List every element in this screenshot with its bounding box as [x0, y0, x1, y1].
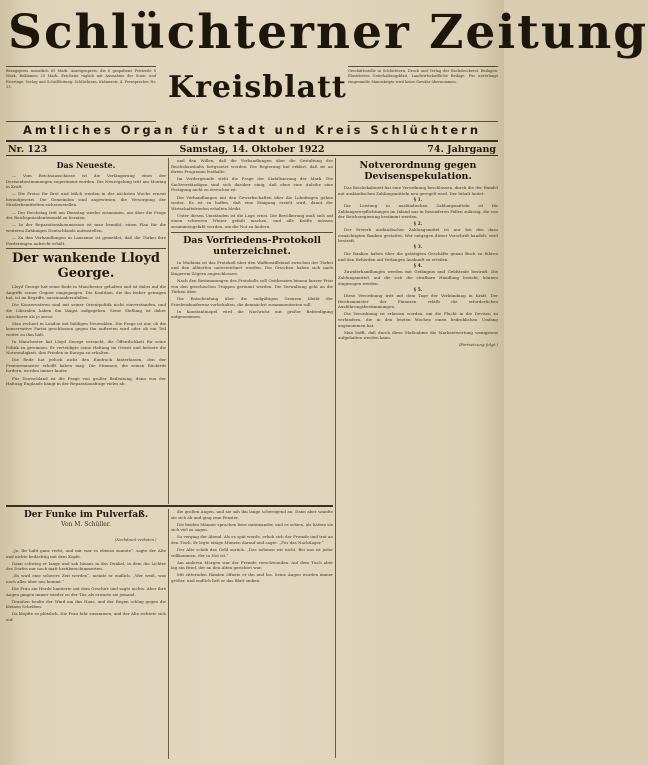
news-item: — Die Preise für Brot und Milch werden in der nächsten Woche erneut heraufgesetzt. Die Gemeinden sind angewiesen, die Versorgung der Minderbemittelten sicherzustellen.	[6, 191, 166, 208]
story-paragraph: Da klopfte es plötzlich. Die Frau fuhr zusammen, und der Alte richtete sich auf.	[6, 611, 166, 623]
reprint-note: (Nachdruck verboten.)	[115, 538, 157, 542]
column-decree	[338, 158, 498, 758]
article-paragraph: Unter diesen Umständen ist die Lage ernst. Die Bevölkerung muß sich auf einen schweren Winter gefaßt machen, und alle Kräfte müssen zusammengefaßt werden, um die Not zu lindern.	[171, 212, 333, 230]
official-organ-line: Amtliches Organ für Stadt und Kreis Schlüchtern	[22, 123, 482, 137]
article-paragraph: Die Entscheidung über die endgültigen Grenzen bleibt der Friedenskonferenz vorbehalten, die demnächst zusammentreten soll.	[171, 296, 333, 307]
news-item: — Vom Reichsausschusse ist die Verlängerung eines der Devisenbestimmungen zugestimmt worden. Die Neuregelung tritt am Montag in Kraft.	[6, 173, 166, 190]
article-paragraph: Die Rede hat jedoch nicht den Eindruck hinterlassen, den der Premierminister erhofft haben mag. Die Stimmen, die seinen Rücktritt fordern, werden immer lauter.	[6, 357, 166, 374]
story-header	[6, 509, 166, 529]
story-paragraph: „Es wird eine schwere Zeit werden“, meinte er endlich. „Wer weiß, was noch alles über uns kommt.“	[6, 573, 166, 584]
story-paragraph: Dann schwieg er lange und sah hinaus in das Dunkel, in dem die Lichter des Dorfes nur noch matt herüberschimmerten.	[6, 560, 166, 572]
feuilleton-divider	[6, 505, 333, 507]
section-label: § 5.	[413, 287, 423, 293]
column-divider	[335, 158, 336, 758]
column-divider	[168, 509, 169, 759]
article-paragraph: Man hofft, daß durch diese Maßnahme die Markentwertung wenigstens aufgehalten werden kann.	[338, 329, 498, 341]
column-politics	[171, 158, 333, 503]
section-text: Die Leistung in ausländischen Zahlungsmitteln ist für Zahlungsverpflichtungen im Inland nur in besonderen Fällen zulässig, die von der Reichsregierung bestimmt werden.	[338, 203, 498, 220]
article-paragraph: Man rechnet in London mit baldigen Neuwahlen. Die Frage ist nur, ob die konservative Partei geschlossen gegen ihn auftreten wird oder ob ein Teil weiter zu ihm hält.	[6, 320, 166, 337]
story-paragraph: Am anderen Morgen war der Fremde verschwunden. Auf dem Tisch aber lag ein Brief, der an den Alten gerichtet war.	[171, 559, 333, 571]
dateline-bar	[6, 140, 498, 156]
story-paragraph: So verging der Abend. Als es spät wurde, erhob sich der Fremde und trat an den Tisch. Er legte einige Münzen darauf und sagte: „Für das Nachtlager.“	[171, 534, 333, 545]
volume-year: 74. Jahrgang	[427, 144, 496, 155]
story-paragraph: Draußen heulte der Wind um das Haus, und der Regen schlug gegen die kleinen Scheiben.	[6, 598, 166, 610]
article-paragraph: Für Deutschland ist die Frage von großer Bedeutung, denn von der Haltung Englands hängt in der Reparationsfrage vieles ab.	[6, 375, 166, 387]
section-text: Diese Verordnung tritt mit dem Tage der Verkündung in Kraft. Der Reichsminister der Finanzen erläßt die erforderlichen Ausführungsbestimmungen.	[338, 293, 498, 310]
decree-intro: Das Reichskabinett hat eine Verordnung beschlossen, durch die der Handel mit ausländischen Zahlungsmitteln neu geregelt wird. Der Inhalt lautet:	[338, 185, 498, 196]
article-paragraph: und den Willen, daß die Verhandlungen über die Gestaltung des Reichshaushalts fortgesetzt werden. Die Regierung hat erklärt, daß sie an ihrem Programm festhalte.	[171, 158, 333, 175]
section-text: Der Erwerb ausländischer Zahlungsmittel ist nur bei den dazu ermächtigten Banken gestattet. Wer entgegen dieser Vorschrift handelt, wird bestraft.	[338, 227, 498, 244]
article-paragraph: Die Verordnung ist erlassen worden, um die Flucht in die Devisen zu verhindern, die in den letzten Wochen einen bedrohlichen Umfang angenommen hat.	[338, 311, 498, 328]
publisher-info-box: Geschäftsstelle in Schlüchtern. Druck und Verlag der Buchdruckerei. Beilagen: Illustriertes Unterhaltungsblatt, Landwirtschaftliche Beilage. Für unverlangt eingesandte Manuskripte wird keine Gewähr übernommen.	[348, 66, 498, 122]
subscription-info-box: Bezugspreis monatlich 65 Mark. Anzeigenpreis: die 6 gespaltene Petitzeile 8 Mark, Reklamen 20 Mark. Erscheint täglich mit Ausnahme der Sonn- und Feiertage. Verlag und Schriftleitung: Schlüchtern, Krämerstr. 4. Fernsprecher Nr. 53.	[6, 66, 156, 122]
section-label: § 2.	[413, 221, 423, 227]
column-story	[6, 548, 166, 760]
section-text: Zuwiderhandlungen werden mit Gefängnis und Geldstrafe bestraft. Die Zahlungsmittel, auf die sich die strafbare Handlung bezieht, können eingezogen werden.	[338, 269, 498, 286]
section-label: § 4.	[413, 263, 423, 269]
news-heading: Das Neueste.	[56, 160, 116, 170]
story-author: Von M. Schüller.	[61, 521, 111, 528]
article-paragraph: Die Verhandlungen mit den Gewerkschaften über die Lohnfragen gehen weiter. Es ist zu hoffen, daß eine Einigung erzielt wird, damit der Wirtschaftsfrieden erhalten bleibt.	[171, 194, 333, 211]
article-heading-lloyd-george: Der wankende Lloyd George.	[12, 251, 160, 282]
article-paragraph: Nach den Bestimmungen des Protokolls soll Ostthrazien binnen kurzer Frist von den griechischen Truppen geräumt werden. Die Verwaltung geht an die Türken über.	[171, 277, 333, 295]
article-paragraph: Die Konservativen sind mit seiner Orientpolitik nicht einverstanden, und die Liberalen haben ihn längst aufgegeben. Seine Stellung ist daher unsicherer als je zuvor.	[6, 302, 166, 319]
divider	[6, 248, 166, 249]
section-label: § 1.	[413, 197, 423, 203]
article-heading-protocol: Das Vorfriedens-Protokoll unterzeichnet.	[183, 234, 321, 257]
section-text: Die Banken haben über die getätigten Geschäfte genau Buch zu führen und den Behörden auf Verlangen Auskunft zu erteilen.	[338, 251, 498, 262]
column-story-continued	[171, 509, 333, 759]
article-paragraph: In Mudania ist das Protokoll über den Waffenstillstand zwischen der Türkei und den Alliierten unterzeichnet worden. Die Griechen haben sich nach längerem Zögern angeschlossen.	[171, 259, 333, 276]
section-label: § 3.	[413, 245, 423, 251]
issue-date: Samstag, 14. Oktober 1922	[179, 144, 325, 155]
divider	[171, 232, 333, 233]
masthead-subtitle: Kreisblatt	[168, 70, 347, 105]
story-paragraph: Mit zitternden Händen öffnete er ihn und las. Seine Augen wurden immer größer, und endlich ließ er das Blatt sinken.	[171, 572, 333, 584]
news-item: — In der Reparationskommission ist man bemüht, einen Plan für die weiteren Zahlungen Deutschlands aufzustellen.	[6, 222, 166, 233]
news-item: — Der Reichstag tritt am Dienstag wieder zusammen, um über die Frage der Reichspräsidentenwahl zu beraten.	[6, 209, 166, 221]
story-paragraph: die großen Augen, und sie sah ihn lange schweigend an. Dann aber wandte sie sich ab und ging zum Fenster.	[171, 509, 333, 520]
continuation-note: (Fortsetzung folgt.)	[458, 342, 498, 348]
story-paragraph: Der Alte schob das Geld zurück. „Das nehmen wir nicht. Bei uns ist jeder willkommen, der in Not ist.“	[171, 547, 333, 558]
story-paragraph: Die beiden Männer sprachen leise miteinander, und es schien, als hätten sie sich viel zu sagen.	[171, 521, 333, 533]
column-divider	[168, 158, 169, 504]
story-paragraph: „Ja, Ihr habt ganz recht, und mir war es ebenso zumute“, sagte der Alte und nickte bedächtig mit dem Kopfe.	[6, 548, 166, 559]
article-paragraph: Lloyd George hat seine Rede in Manchester gehalten und ist dabei auf die Angriffe seiner Gegner eingegangen. Die Koalition, die ihn bisher getragen hat, ist im Begriffe, auseinanderzufallen.	[6, 284, 166, 301]
story-title: Der Funke im Pulverfaß.	[24, 510, 148, 520]
article-heading-decree: Notverordnung gegen Devisenspekulation.	[359, 160, 477, 182]
article-paragraph: In Manchester hat Lloyd George versucht, die Öffentlichkeit für seine Politik zu gewinnen. Er verteidigte seine Haltung im Orient und betonte die Notwendigkeit, den Frieden in Europa zu erhalten.	[6, 338, 166, 356]
article-paragraph: Im Vordergrunde steht die Frage der Stabilisierung der Mark. Die Sachverständigen sind sich darüber einig, daß ohne eine Anleihe eine Festigung nicht zu erreichen ist.	[171, 176, 333, 193]
masthead-title: Schlüchterner Zeitung	[8, 5, 648, 60]
news-item: — Zu den Verhandlungen in Lausanne ist gemeldet, daß die Türkei ihre Forderungen aufrecht erhält.	[6, 234, 166, 246]
column-news	[6, 158, 166, 503]
story-paragraph: Die Frau am Herde hantierte mit dem Geschirr und sagte nichts. Aber ihre Augen gingen immer wieder zu der Tür, als erwarte sie jemand.	[6, 586, 166, 597]
issue-number: Nr. 123	[8, 144, 48, 155]
article-paragraph: In Konstantinopel wird die Nachricht mit großer Befriedigung aufgenommen.	[171, 308, 333, 320]
